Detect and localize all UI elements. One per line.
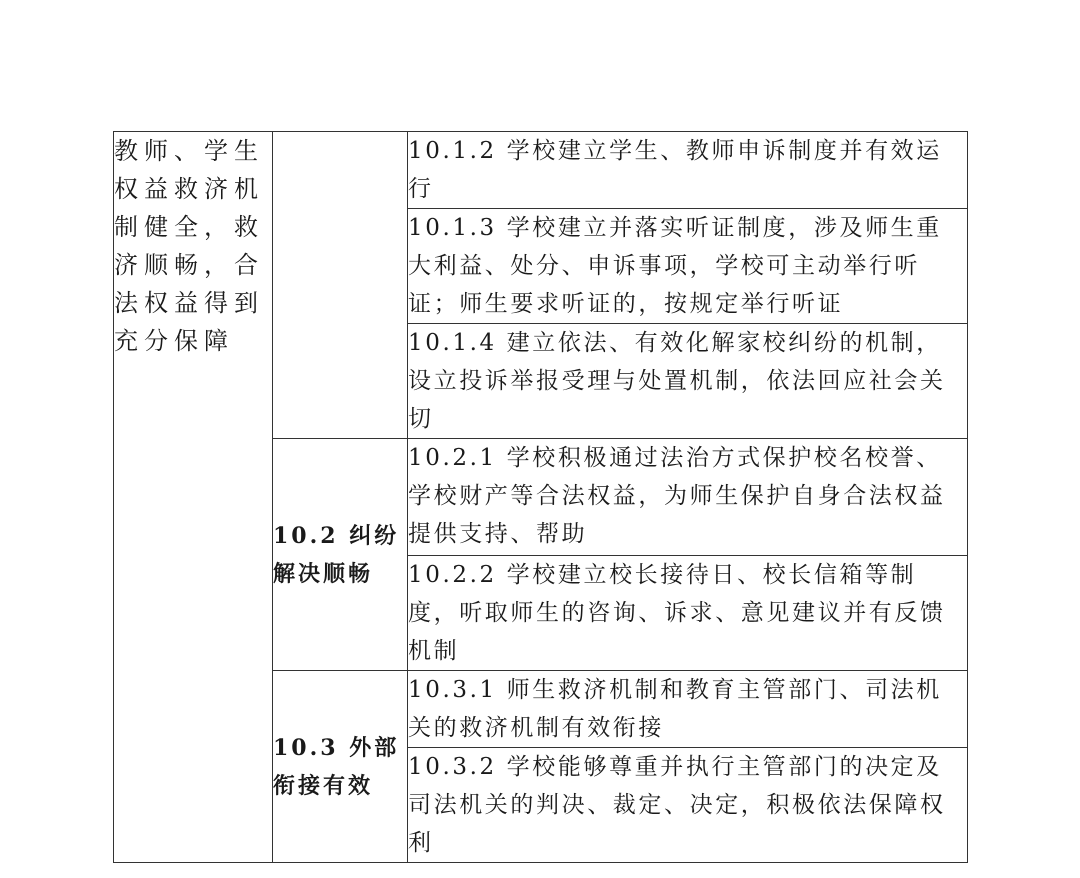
criterion-cell-10-3-2 bbox=[408, 748, 968, 863]
criterion-text: 10.3.1 师生救济机制和教育主管部门、司法机关的救济机制有效衔接 bbox=[408, 677, 942, 741]
criterion-text: 10.1.4 建立依法、有效化解家校纠纷的机制，设立投诉举报受理与处置机制，依法回应社会关切 bbox=[408, 330, 946, 432]
criterion-text: 10.2.2 学校建立校长接待日、校长信箱等制度，听取师生的咨询、诉求、意见建议并有反馈机制 bbox=[408, 562, 946, 664]
evaluation-table bbox=[113, 131, 968, 863]
category-cell: 教师、学生权益救济机制健全，救济顺畅，合法权益得到充分保障 bbox=[114, 132, 273, 863]
criterion-cell-10-3-1 bbox=[408, 671, 968, 748]
sub-item-cell-10-2: 10.2 纠纷解决顺畅 bbox=[273, 439, 408, 671]
criterion-cell-10-2-2 bbox=[408, 556, 968, 671]
criterion-cell-10-1-3 bbox=[408, 209, 968, 324]
criterion-text: 10.3.2 学校能够尊重并执行主管部门的决定及司法机关的判决、裁定、决定，积极依法保障权利 bbox=[408, 754, 946, 856]
criterion-text: 10.1.3 学校建立并落实听证制度，涉及师生重大利益、处分、申诉事项，学校可主动举行听证；师生要求听证的，按规定举行听证 bbox=[408, 215, 942, 317]
sub-item-cell-10-1 bbox=[273, 132, 408, 439]
criterion-cell-10-1-2 bbox=[408, 132, 968, 209]
criterion-text: 10.1.2 学校建立学生、教师申诉制度并有效运行 bbox=[408, 138, 942, 202]
criterion-text: 10.2.1 学校积极通过法治方式保护校名校誉、学校财产等合法权益，为师生保护自身合法权益提供支持、帮助 bbox=[408, 445, 946, 547]
criterion-cell-10-2-1 bbox=[408, 439, 968, 556]
criterion-cell-10-1-4 bbox=[408, 324, 968, 439]
sub-item-cell-10-3: 10.3 外部衔接有效 bbox=[273, 671, 408, 863]
table-row bbox=[114, 132, 968, 209]
